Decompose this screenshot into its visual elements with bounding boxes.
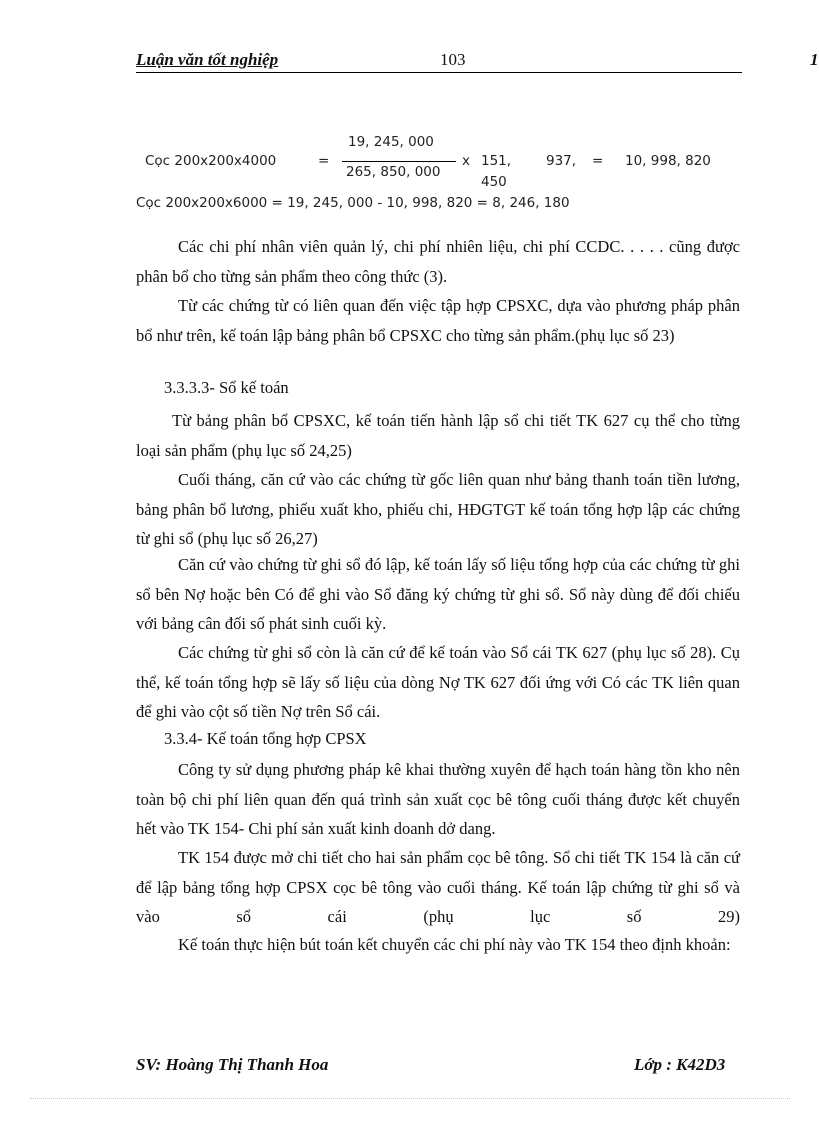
header-title: Luận văn tốt nghiệp (136, 50, 279, 69)
formula-equals: = (318, 153, 330, 169)
paragraph-8: TK 154 được mở chi tiết cho hai sản phẩm cọc bê tông. Sổ chi tiết TK 154 là căn cứ để lập bảng tổng hợp CPSX cọc bê tông vào cuối tháng. Kế toán lập chứng từ ghi sổ và vào sổ cái (phụ lục số 29) (136, 848, 740, 926)
paragraph-4: Cuối tháng, căn cứ vào các chứng từ gốc liên quan như bảng thanh toán tiền lương, bảng phân bổ lương, phiếu xuất kho, phiếu chi, HĐGTGT kế toán tổng hợp lập các chứng từ ghi sổ (phụ lục số 26,27) (136, 470, 740, 548)
formula-numerator: 19, 245, 000 (348, 134, 434, 150)
header-right-mark: 1 (810, 50, 819, 69)
formula-result: 10, 998, 820 (625, 153, 711, 169)
formula-equals-2: = (592, 153, 604, 169)
paragraph-6: Các chứng từ ghi sổ còn là căn cứ để kế toán vào Sổ cái TK 627 (phụ lục số 28). Cụ thể, kế toán tổng hợp sẽ lấy số liệu của dòng Nợ TK 627 đối ứng với Có các TK liên quan để ghi vào cột số tiền Nợ trên Sổ cái. (136, 643, 740, 721)
fraction-line (342, 161, 456, 162)
formula-mid-value: 937, (546, 153, 577, 169)
footer-student-name: SV: Hoàng Thị Thanh Hoa (136, 1055, 329, 1074)
page-header (136, 50, 819, 73)
section-heading-3-3-3-3: 3.3.3.3- Sổ kế toán (164, 378, 289, 397)
formula-line-2: Cọc 200x200x6000 = 19, 245, 000 - 10, 998, 820 = 8, 246, 180 (136, 195, 570, 211)
paragraph-3: Từ bảng phân bổ CPSXC, kế toán tiến hành lập sổ chi tiết TK 627 cụ thể cho từng loại sản phẩm (phụ lục số 24,25) (136, 411, 740, 460)
paragraph-9: Kế toán thực hiện bút toán kết chuyển các chi phí này vào TK 154 theo định khoản: (178, 935, 731, 954)
page-number: 103 (440, 50, 466, 69)
footer-class: Lớp : K42D3 (634, 1055, 726, 1074)
paragraph-1: Các chi phí nhân viên quản lý, chi phí nhiên liệu, chi phí CCDC. . . . . cũng được phân bổ cho từng sản phẩm theo công thức (3). (136, 237, 740, 286)
page-bottom-divider (30, 1098, 790, 1099)
paragraph-5: Căn cứ vào chứng từ ghi sổ đó lập, kế toán lấy số liệu tổng hợp của các chứng từ ghi sổ bên Nợ hoặc bên Có để ghi vào Sổ đăng ký chứng từ ghi sổ. Sổ này dùng để đối chiếu với bảng cân đối số phát sinh cuối kỳ. (136, 555, 740, 633)
formula-multiplier-top: 151, (481, 153, 512, 169)
formula-multiplier-bottom: 450 (481, 174, 507, 190)
paragraph-2: Từ các chứng từ có liên quan đến việc tập hợp CPSXC, dựa vào phương pháp phân bổ như trên, kế toán lập bảng phân bổ CPSXC cho từng sản phẩm.(phụ lục số 23) (136, 296, 740, 345)
formula-label: Cọc 200x200x4000 (145, 153, 277, 169)
section-heading-3-3-4: 3.3.4- Kế toán tổng hợp CPSX (164, 729, 367, 748)
formula-times: x (462, 153, 470, 169)
formula-denominator: 265, 850, 000 (346, 164, 441, 180)
paragraph-7: Công ty sử dụng phương pháp kê khai thường xuyên để hạch toán hàng tồn kho nên toàn bộ chi phí liên quan đến quá trình sản xuất cọc bê tông cuối tháng được kết chuyển hết vào TK 154- Chi phí sản xuất kinh doanh dở dang. (136, 760, 740, 838)
